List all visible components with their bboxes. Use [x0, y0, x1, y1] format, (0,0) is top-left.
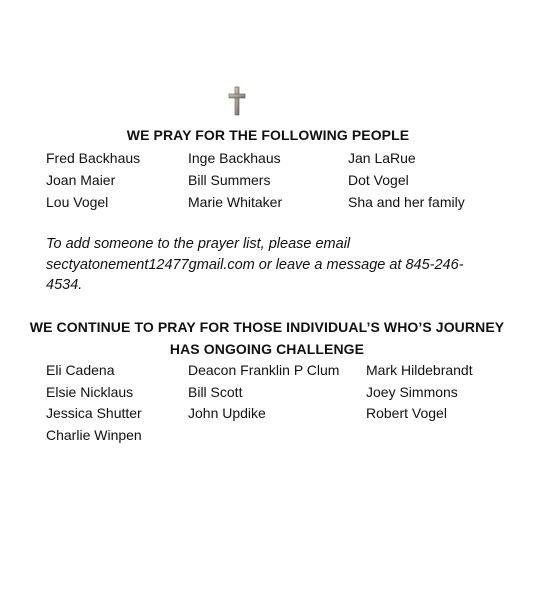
- list-item: Bill Scott: [188, 384, 243, 400]
- note-line: sectyatonement12477gmail.com or leave a message at 845-246-: [46, 256, 464, 273]
- list-item: Inge Backhaus: [188, 150, 281, 166]
- list-item: Bill Summers: [188, 172, 271, 188]
- list-item: Eli Cadena: [46, 362, 115, 378]
- note-line: To add someone to the prayer list, please email: [46, 236, 351, 252]
- prayer-request-note: [46, 234, 506, 296]
- list-item: Sha and her family: [348, 194, 465, 210]
- list-item: Joan Maier: [46, 172, 116, 188]
- cross-icon: [226, 86, 248, 116]
- note-line: 4534.: [46, 277, 83, 293]
- list-item: Mark Hildebrandt: [366, 362, 473, 378]
- list-item: Joey Simmons: [366, 384, 458, 400]
- list-item: Charlie Winpen: [46, 427, 142, 443]
- list-item: Deacon Franklin P Clum: [188, 362, 340, 378]
- list-item: Elsie Nicklaus: [46, 384, 134, 400]
- prayer-heading: WE PRAY FOR THE FOLLOWING PEOPLE: [126, 127, 410, 143]
- heading-line: WE CONTINUE TO PRAY FOR THOSE INDIVIDUAL’S WHO’S JOURNEY: [29, 319, 505, 335]
- list-item: Robert Vogel: [366, 405, 447, 421]
- heading-line: HAS ONGOING CHALLENGE: [169, 341, 365, 357]
- list-item: Lou Vogel: [46, 194, 109, 210]
- list-item: John Updike: [188, 405, 266, 421]
- list-item: Jessica Shutter: [46, 405, 142, 421]
- ongoing-challenge-heading: [22, 316, 512, 360]
- list-item: Dot Vogel: [348, 172, 409, 188]
- list-item: Fred Backhaus: [46, 150, 141, 166]
- list-item: Marie Whitaker: [188, 194, 283, 210]
- list-item: Jan LaRue: [348, 150, 416, 166]
